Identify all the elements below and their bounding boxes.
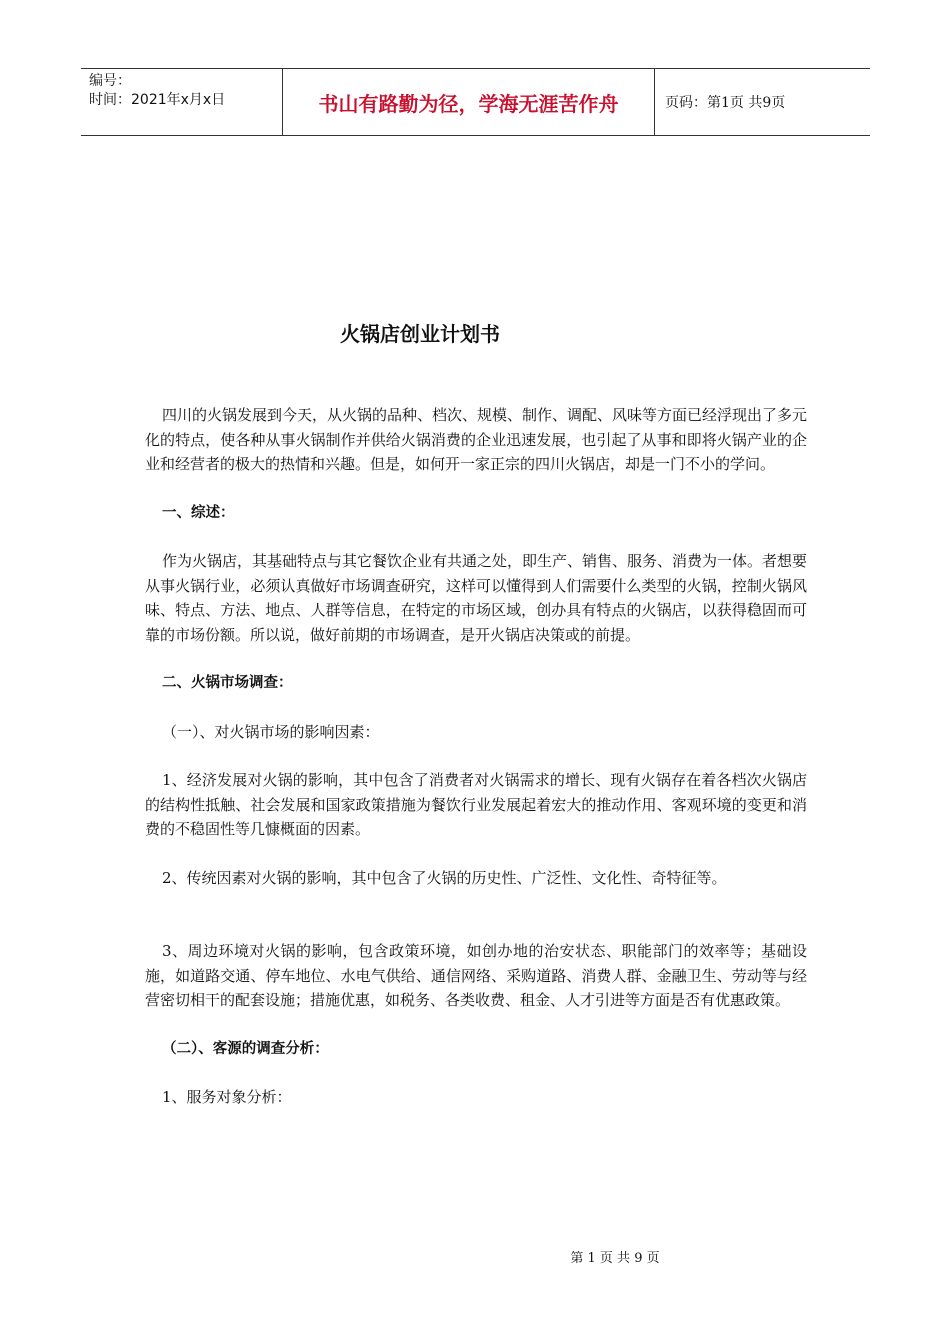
- spacer: [145, 696, 807, 720]
- page-info: 页码：第1页 共9页: [665, 95, 786, 111]
- subsection-2-heading: （二）、客源的调查分析：: [162, 1040, 329, 1057]
- paragraph-economy: 1、经济发展对火锅的影响，其中包含了消费者对火锅需求的增长、现有火锅存在着各档次火锅店的结构性抵触、社会发展和国家政策措施为餐饮行业发展起着宏大的推动作用、客观环境的变更和消费的不稳固性等几慷概面的因素。: [145, 771, 807, 838]
- serial-label: 编号：: [89, 73, 131, 89]
- paragraph-tradition: 2、传统因素对火锅的影响，其中包含了火锅的历史性、广泛性、文化性、奇特征等。: [162, 868, 727, 887]
- time-label: 时间：2021年x月x日: [89, 92, 226, 108]
- section-1-paragraph: 作为火锅店，其基础特点与其它餐饮企业有共通之处，即生产、销售、服务、消费为一体。者想要从事火锅行业，必须认真做好市场调查研究，这样可以懂得到人们需要什么类型的火锅，控制火锅风味、特点、方法、地点、人群等信息，在特定的市场区域，创办具有特点的火锅店，以获得稳固而可靠的市场份额。所以说，做好前期的市场调查，是开火锅店决策或的前提。: [145, 552, 808, 644]
- motto: 书山有路勤为径，学海无涯苦作舟: [282, 69, 655, 135]
- intro-paragraph: 四川的火锅发展到今天，从火锅的品种、档次、规模、制作、调配、风味等方面已经浮现出了多元化的特点，使各种从事火锅制作并供给火锅消费的企业迅速发展，也引起了从事和即将火锅产业的企业和经营者的极大的热情和兴趣。但是，如何开一家正宗的四川火锅店，却是一门不小的学问。: [145, 406, 808, 473]
- spacer: [145, 477, 807, 501]
- header-table: [81, 68, 870, 136]
- spacer: [145, 525, 807, 549]
- document-title: 火锅店创业计划书: [340, 322, 500, 346]
- spacer: [145, 1013, 807, 1037]
- page-footer: 第 1 页 共 9 页: [570, 1251, 660, 1266]
- paragraph-service-target: 1、服务对象分析：: [162, 1088, 292, 1106]
- header-meta: [81, 69, 282, 135]
- subsection-1-heading: （一）、对火锅市场的影响因素：: [162, 722, 380, 741]
- spacer: [145, 1061, 807, 1085]
- spacer: [145, 842, 807, 866]
- spacer: [145, 744, 807, 768]
- section-1-heading: 一、综述：: [162, 504, 235, 521]
- spacer: [145, 647, 807, 671]
- spacer: [145, 890, 807, 939]
- paragraph-environment: 3、周边环境对火锅的影响，包含政策环境，如创办地的治安状态、职能部门的效率等；基础设施，如道路交通、停车地位、水电气供给、通信网络、采购道路、消费人群、金融卫生、劳动等与经营密切相干的配套设施；措施优惠，如税务、各类收费、租金、人才引进等方面是否有优惠政策。: [145, 942, 807, 1009]
- document-body: [145, 403, 807, 1110]
- section-2-heading: 二、火锅市场调查：: [162, 675, 293, 691]
